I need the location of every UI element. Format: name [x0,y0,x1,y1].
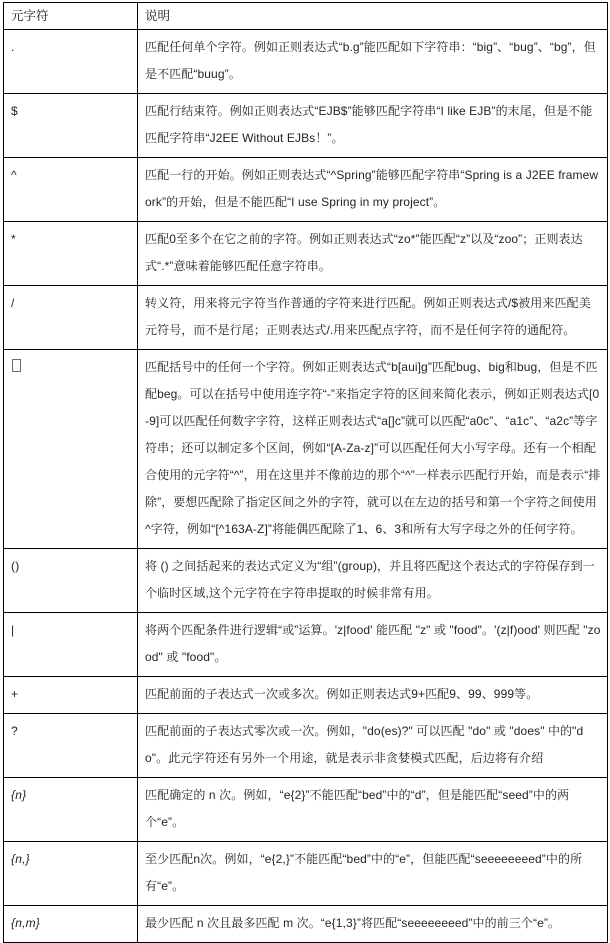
table-row [4,714,608,778]
table-row [4,222,608,286]
metacharacter-symbol-cell: ^ [4,158,138,222]
metacharacter-symbol-cell: ? [4,714,138,778]
metacharacter-symbol-cell: $ [4,94,138,158]
metacharacter-table [3,2,608,943]
metacharacter-description-cell: 匹配任何单个字符。例如正则表达式“b.g”能匹配如下字符串：“big”、“bug”、“bg”，但是不匹配“buug”。 [138,30,608,94]
table-body [4,30,608,943]
missing-glyph-box-icon [12,359,21,372]
metacharacter-description-cell: 匹配确定的 n 次。例如，“e{2}”不能匹配“bed”中的“d”，但是能匹配“seed”中的两个“e”。 [138,778,608,842]
metacharacter-description-cell: 匹配前面的子表达式一次或多次。例如正则表达式9+匹配9、99、999等。 [138,677,608,714]
metacharacter-symbol-cell: * [4,222,138,286]
table-row [4,158,608,222]
metacharacter-symbol-cell [4,350,138,549]
table-row [4,30,608,94]
metacharacter-description-cell: 至少匹配n次。例如，“e{2,}”不能匹配“bed”中的“e”，但能匹配“seeeeeeeed”中的所有“e”。 [138,842,608,906]
column-header-symbol-label: 元字符 [11,9,49,23]
table-row [4,549,608,613]
column-header-description [138,3,608,30]
table-row [4,677,608,714]
metacharacter-description-cell: 将两个匹配条件进行逻辑“或”运算。'z|food' 能匹配 "z" 或 "food"。'(z|f)ood' 则匹配 "zood" 或 "food"。 [138,613,608,677]
metacharacter-description-cell: 匹配括号中的任何一个字符。例如正则表达式“b[aui]g”匹配bug、big和bug，但是不匹配beg。可以在括号中使用连字符“-”来指定字符的区间来简化表示，例如正则表达式[0-9]可以匹配任何数字字符，这样正则表达式“a[]c”就可以匹配“a0c”、“a1c”、“a2c”等字符串；还可以制定多个区间，例如“[A-Za-z]”可以匹配任何大小写字母。还有一个相配合使用的元字符“^”，用在这里并不像前边的那个“^”一样表示匹配行开始，而是表示“排除”，要想匹配除了指定区间之外的字符，就可以在左边的括号和第一个字符之间使用^字符，例如“[^163A-Z]”将能偶匹配除了1、6、3和所有大写字母之外的任何字符。 [138,350,608,549]
metacharacter-description-cell: 匹配行结束符。例如正则表达式“EJB$”能够匹配字符串“I like EJB”的末尾，但是不能匹配字符串“J2EE Without EJBs！”。 [138,94,608,158]
table-header [4,3,608,30]
table-header-row [4,3,608,30]
metacharacter-description-cell: 转义符，用来将元字符当作普通的字符来进行匹配。例如正则表达式/$被用来匹配美元符号，而不是行尾；正则表达式/.用来匹配点字符，而不是任何字符的通配符。 [138,286,608,350]
metacharacter-description-cell: 匹配0至多个在它之前的字符。例如正则表达式“zo*”能匹配“z”以及“zoo”；正则表达式“.*”意味着能够匹配任意字符串。 [138,222,608,286]
table-row [4,906,608,943]
metacharacter-symbol-cell: {n} [4,778,138,842]
table-row [4,778,608,842]
metacharacter-symbol-cell: + [4,677,138,714]
column-header-description-label: 说明 [145,9,171,23]
metacharacter-description-cell: 最少匹配 n 次且最多匹配 m 次。“e{1,3}”将匹配“seeeeeeeed”中的前三个“e”。 [138,906,608,943]
metacharacter-description-cell: 匹配前面的子表达式零次或一次。例如，"do(es)?" 可以匹配 "do" 或 "does" 中的"do"。此元字符还有另外一个用途，就是表示非贪婪模式匹配，后边将有介绍 [138,714,608,778]
metacharacter-description-cell: 匹配一行的开始。例如正则表达式“^Spring”能够匹配字符串“Spring is a J2EE framework”的开始，但是不能匹配“I use Spring in my project”。 [138,158,608,222]
metacharacter-description-cell: 将 () 之间括起来的表达式定义为“组”(group)，并且将匹配这个表达式的字符保存到一个临时区域,这个元字符在字符串提取的时候非常有用。 [138,549,608,613]
metacharacter-symbol-cell: . [4,30,138,94]
metacharacter-symbol-cell: / [4,286,138,350]
table-row [4,94,608,158]
table-row [4,613,608,677]
column-header-symbol [4,3,138,30]
document-page [0,2,610,930]
table-row [4,286,608,350]
metacharacter-symbol-cell: {n,m} [4,906,138,943]
metacharacter-symbol-cell: () [4,549,138,613]
metacharacter-symbol-cell: {n,} [4,842,138,906]
metacharacter-symbol-cell: | [4,613,138,677]
table-row [4,350,608,549]
table-row [4,842,608,906]
